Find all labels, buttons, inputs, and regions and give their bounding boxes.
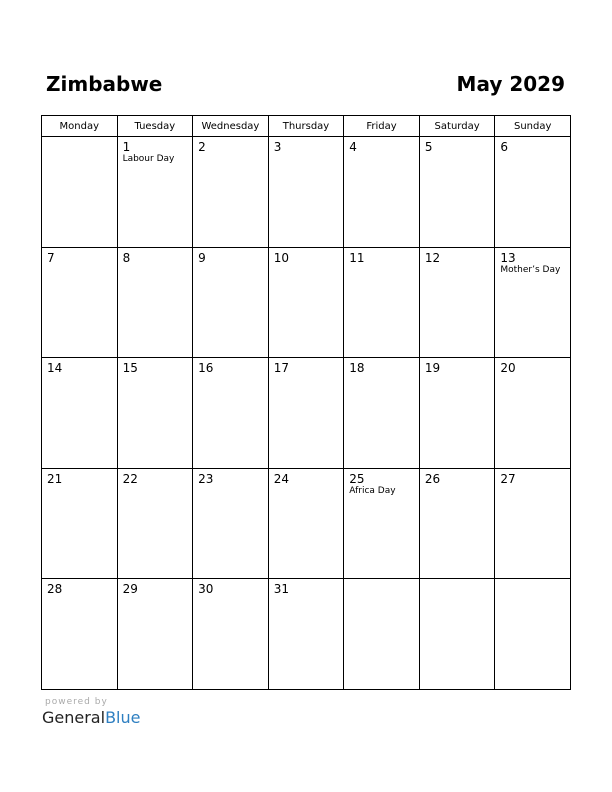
day-cell xyxy=(268,468,344,579)
day-number: 12 xyxy=(424,250,441,265)
day-cell xyxy=(42,247,118,358)
day-cell xyxy=(344,468,420,579)
day-number: 16 xyxy=(198,361,214,375)
day-cell xyxy=(495,358,571,469)
day-number: 27 xyxy=(500,471,516,486)
day-cell xyxy=(42,137,118,248)
day-cell xyxy=(344,137,420,248)
day-cell xyxy=(193,137,269,248)
brand-logo xyxy=(42,708,140,728)
country-title: Zimbabwe xyxy=(46,72,163,96)
day-cell xyxy=(268,247,344,358)
weekday-header: Tuesday xyxy=(117,116,193,137)
day-number: 7 xyxy=(47,250,55,265)
day-cell xyxy=(117,137,193,248)
day-number: 9 xyxy=(198,250,206,265)
day-cell xyxy=(193,468,269,579)
day-number: 8 xyxy=(122,250,131,265)
weekday-header: Friday xyxy=(344,116,420,137)
weekday-header: Saturday xyxy=(419,116,495,137)
day-number: 3 xyxy=(273,140,282,154)
day-number: 4 xyxy=(349,140,357,154)
day-number: 11 xyxy=(349,250,365,265)
holiday-label: Africa Day xyxy=(349,485,396,496)
day-number: 22 xyxy=(122,471,138,486)
week-row xyxy=(42,579,571,690)
day-cell xyxy=(268,579,344,690)
day-cell xyxy=(495,137,571,248)
day-number: 29 xyxy=(122,582,138,596)
day-cell xyxy=(42,358,118,469)
weekday-header: Monday xyxy=(42,116,118,137)
brand-blue: Blue xyxy=(105,708,141,727)
day-cell xyxy=(419,137,495,248)
week-row xyxy=(42,247,571,358)
brand-general: General xyxy=(42,708,106,727)
weekday-header-row xyxy=(42,116,571,137)
day-number: 23 xyxy=(198,471,214,486)
day-cell xyxy=(268,137,344,248)
day-cell xyxy=(42,579,118,690)
day-number: 10 xyxy=(273,250,289,265)
day-number: 21 xyxy=(47,471,63,486)
weekday-header: Thursday xyxy=(268,116,344,137)
day-number: 26 xyxy=(424,471,441,486)
day-number: 15 xyxy=(122,361,138,375)
day-cell xyxy=(419,247,495,358)
day-cell xyxy=(495,468,571,579)
day-number: 17 xyxy=(273,361,289,375)
week-row xyxy=(42,358,571,469)
week-row xyxy=(42,137,571,248)
day-number: 18 xyxy=(349,361,365,375)
calendar-grid xyxy=(41,115,571,690)
month-year-title: May 2029 xyxy=(456,72,565,96)
day-cell xyxy=(419,579,495,690)
day-number: 2 xyxy=(198,140,206,154)
day-cell xyxy=(117,358,193,469)
day-number: 24 xyxy=(273,471,289,486)
day-number: 30 xyxy=(198,582,214,596)
day-number: 19 xyxy=(424,361,441,375)
holiday-label: Labour Day xyxy=(122,154,175,164)
day-number: 20 xyxy=(500,361,516,375)
day-number: 6 xyxy=(500,140,509,154)
holiday-label: Mother’s Day xyxy=(500,264,561,275)
day-cell xyxy=(344,247,420,358)
day-cell xyxy=(419,358,495,469)
weekday-header: Sunday xyxy=(495,116,571,137)
day-number: 14 xyxy=(47,361,63,375)
day-number: 5 xyxy=(424,140,433,154)
day-cell xyxy=(495,579,571,690)
week-row xyxy=(42,468,571,579)
day-cell xyxy=(193,358,269,469)
day-number: 1 xyxy=(122,140,131,154)
powered-by-label: powered by xyxy=(45,697,108,707)
day-number: 25 xyxy=(349,471,365,486)
day-number: 31 xyxy=(273,582,289,596)
day-cell xyxy=(193,579,269,690)
day-cell xyxy=(419,468,495,579)
day-cell xyxy=(117,579,193,690)
day-cell xyxy=(117,468,193,579)
day-cell xyxy=(268,358,344,469)
weekday-header: Wednesday xyxy=(193,116,269,137)
day-cell xyxy=(193,247,269,358)
day-cell xyxy=(344,358,420,469)
day-number: 13 xyxy=(500,250,516,265)
day-cell xyxy=(117,247,193,358)
day-number: 28 xyxy=(47,582,63,596)
day-cell xyxy=(42,468,118,579)
day-cell xyxy=(344,579,420,690)
day-cell xyxy=(495,247,571,358)
